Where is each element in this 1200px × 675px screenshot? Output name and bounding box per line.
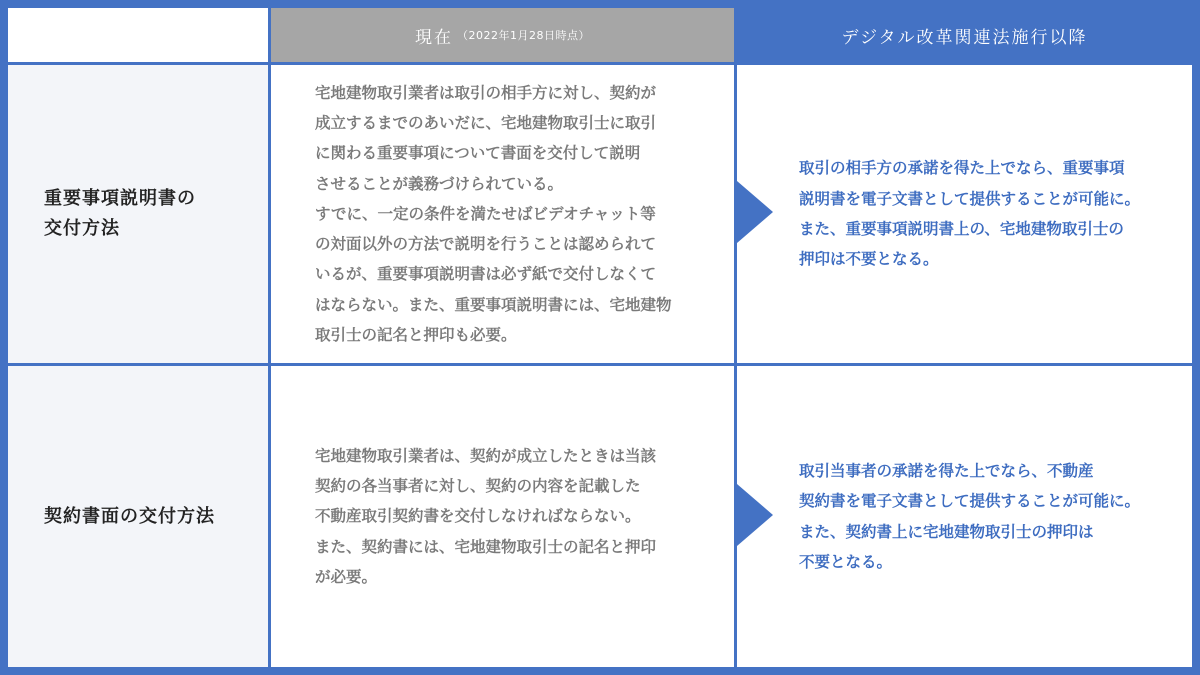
header-current bbox=[271, 8, 734, 62]
row-label-important-matters bbox=[8, 65, 268, 363]
row-label-contract-documents bbox=[8, 366, 268, 667]
header-after-label: デジタル改革関連法施行以降 bbox=[841, 27, 1088, 48]
header-blank-cell bbox=[8, 8, 268, 62]
arrow-right-icon bbox=[737, 484, 773, 546]
header-current-date: （2022年1月28日時点） bbox=[457, 29, 590, 42]
row-current-contract-documents bbox=[271, 366, 734, 667]
header-current-label: 現在 bbox=[415, 27, 453, 48]
row-current-important-matters bbox=[271, 65, 734, 363]
row-label-text: 契約書面の交付方法 bbox=[44, 505, 215, 527]
row-label-text: 重要事項説明書の 交付方法 bbox=[44, 188, 196, 239]
current-text: 宅地建物取引業者は、契約が成立したときは当該 契約の各当事者に対し、契約の内容を記載した 不動産取引契約書を交付しなければならない。 また、契約書には、宅地建物取引士の記名と押印 が必要。 bbox=[315, 446, 657, 586]
row-after-contract-documents bbox=[737, 366, 1192, 667]
after-text: 取引の相手方の承諾を得た上でなら、重要事項 説明書を電子文書として提供することが可能に。 また、重要事項説明書上の、宅地建物取引士の 押印は不要となる。 bbox=[799, 159, 1141, 269]
arrow-right-icon bbox=[737, 181, 773, 243]
after-text: 取引当事者の承諾を得た上でなら、不動産 契約書を電子文書として提供することが可能に。 また、契約書上に宅地建物取引士の押印は 不要となる。 bbox=[799, 461, 1141, 571]
row-after-important-matters bbox=[737, 65, 1192, 363]
current-text: 宅地建物取引業者は取引の相手方に対し、契約が 成立するまでのあいだに、宅地建物取引士に取引 に関わる重要事項について書面を交付して説明 させることが義務づけられている。 すでに、一定の条件を満たせばビデオチャット等 の対面以外の方法で説明を行うことは認められて いるが、重要事項説明書は必ず紙で交付しなくて はならない。また、重要事項説明書には、宅地建物 取引士の記名と押印も必要。 bbox=[315, 83, 672, 345]
header-after bbox=[737, 8, 1192, 62]
